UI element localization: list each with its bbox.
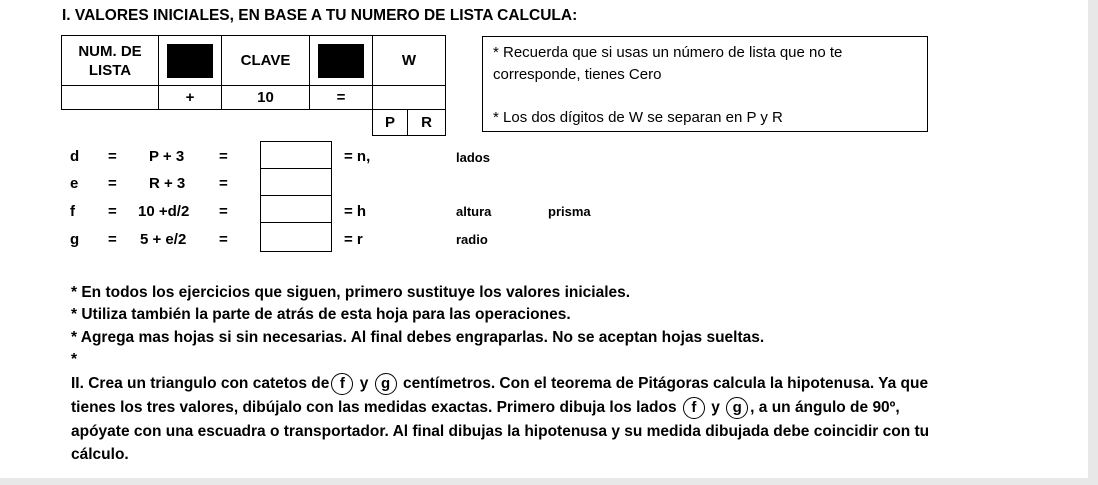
section2-line-1 bbox=[71, 373, 928, 395]
num-lista-answer-cell[interactable] bbox=[159, 36, 222, 86]
ten-value: 10 bbox=[222, 86, 310, 110]
var-d: d bbox=[70, 148, 80, 165]
clave-answer-cell[interactable] bbox=[310, 36, 373, 86]
section2-text: II. Crea un triangulo con catetos de bbox=[71, 375, 330, 392]
circled-g: g bbox=[726, 397, 748, 419]
plus-sign: + bbox=[159, 86, 222, 110]
instruction-1: * En todos los ejercicios que siguen, primero sustituye los valores iniciales. bbox=[71, 284, 631, 301]
result-r: = r bbox=[344, 231, 363, 248]
equals: = bbox=[219, 231, 228, 248]
section-title: I. VALORES INICIALES, EN BASE A TU NUMERO DE LISTA CALCULA: bbox=[62, 7, 578, 24]
clave-header: CLAVE bbox=[222, 36, 310, 86]
expression-g: 5 + e/2 bbox=[140, 231, 187, 248]
equals: = bbox=[108, 203, 117, 220]
var-f: f bbox=[70, 203, 75, 220]
equals: = bbox=[219, 148, 228, 165]
notes-box bbox=[482, 36, 928, 132]
instruction-2: * Utiliza también la parte de atrás de esta hoja para las operaciones. bbox=[71, 306, 571, 323]
note-w-digits: * Los dos dígitos de W se separan en P y R bbox=[493, 109, 783, 126]
note-lista: * Recuerda que si usas un número de lista que no te corresponde, tienes Cero bbox=[493, 44, 843, 83]
page-edge-right bbox=[1088, 0, 1098, 485]
answer-box-f[interactable] bbox=[260, 195, 332, 223]
blacked-out-box bbox=[318, 44, 364, 78]
section2-text: tienes los tres valores, dibújalo con las medidas exactas. Primero dibuja los lados bbox=[71, 399, 677, 416]
circled-g: g bbox=[375, 373, 397, 395]
w-answer-cell[interactable] bbox=[373, 86, 446, 110]
result-n: = n, bbox=[344, 148, 371, 165]
circled-f: f bbox=[683, 397, 705, 419]
label-lados: lados bbox=[456, 150, 490, 165]
initial-values-table bbox=[61, 35, 446, 136]
expression-d: P + 3 bbox=[149, 148, 185, 165]
blacked-out-box bbox=[167, 44, 213, 78]
instruction-3: * Agrega mas hojas si sin necesarias. Al final debes engraparlas. No se aceptan hojas sueltas. bbox=[71, 329, 765, 346]
var-g: g bbox=[70, 231, 80, 248]
answer-box-e[interactable] bbox=[260, 168, 332, 196]
label-radio: radio bbox=[456, 232, 488, 247]
equals: = bbox=[108, 175, 117, 192]
blank-cell[interactable] bbox=[62, 86, 159, 110]
p-cell: P bbox=[373, 110, 408, 136]
equals: = bbox=[108, 231, 117, 248]
section2-text: centímetros. Con el teorema de Pitágoras calcula la hipotenusa. Ya que bbox=[402, 375, 929, 392]
label-prisma: prisma bbox=[548, 204, 591, 219]
label-altura: altura bbox=[456, 204, 492, 219]
equals: = bbox=[219, 175, 228, 192]
answer-box-d[interactable] bbox=[260, 141, 332, 169]
section2-line-3: apóyate con una escuadra o transportador. Al final dibujas la hipotenusa y su medida dibujada debe coincidir con tu bbox=[71, 423, 930, 440]
num-lista-header: NUM. DE LISTA bbox=[62, 36, 159, 86]
conjunction: y bbox=[359, 375, 369, 392]
w-header: W bbox=[373, 36, 446, 86]
section2-line-4: cálculo. bbox=[71, 446, 129, 463]
answer-box-g[interactable] bbox=[260, 222, 332, 252]
equals-sign: = bbox=[310, 86, 373, 110]
expression-e: R + 3 bbox=[149, 175, 186, 192]
conjunction: y bbox=[711, 399, 720, 416]
circled-f: f bbox=[331, 373, 353, 395]
page-edge-bottom bbox=[0, 478, 1098, 485]
section2-line-2 bbox=[71, 397, 900, 419]
expression-f: 10 +d/2 bbox=[138, 203, 190, 220]
equals: = bbox=[108, 148, 117, 165]
var-e: e bbox=[70, 175, 79, 192]
instruction-4: * bbox=[71, 351, 78, 368]
r-cell: R bbox=[408, 110, 446, 136]
result-h: = h bbox=[344, 203, 367, 220]
equals: = bbox=[219, 203, 228, 220]
section2-text: , a un ángulo de 90º, bbox=[750, 399, 900, 416]
